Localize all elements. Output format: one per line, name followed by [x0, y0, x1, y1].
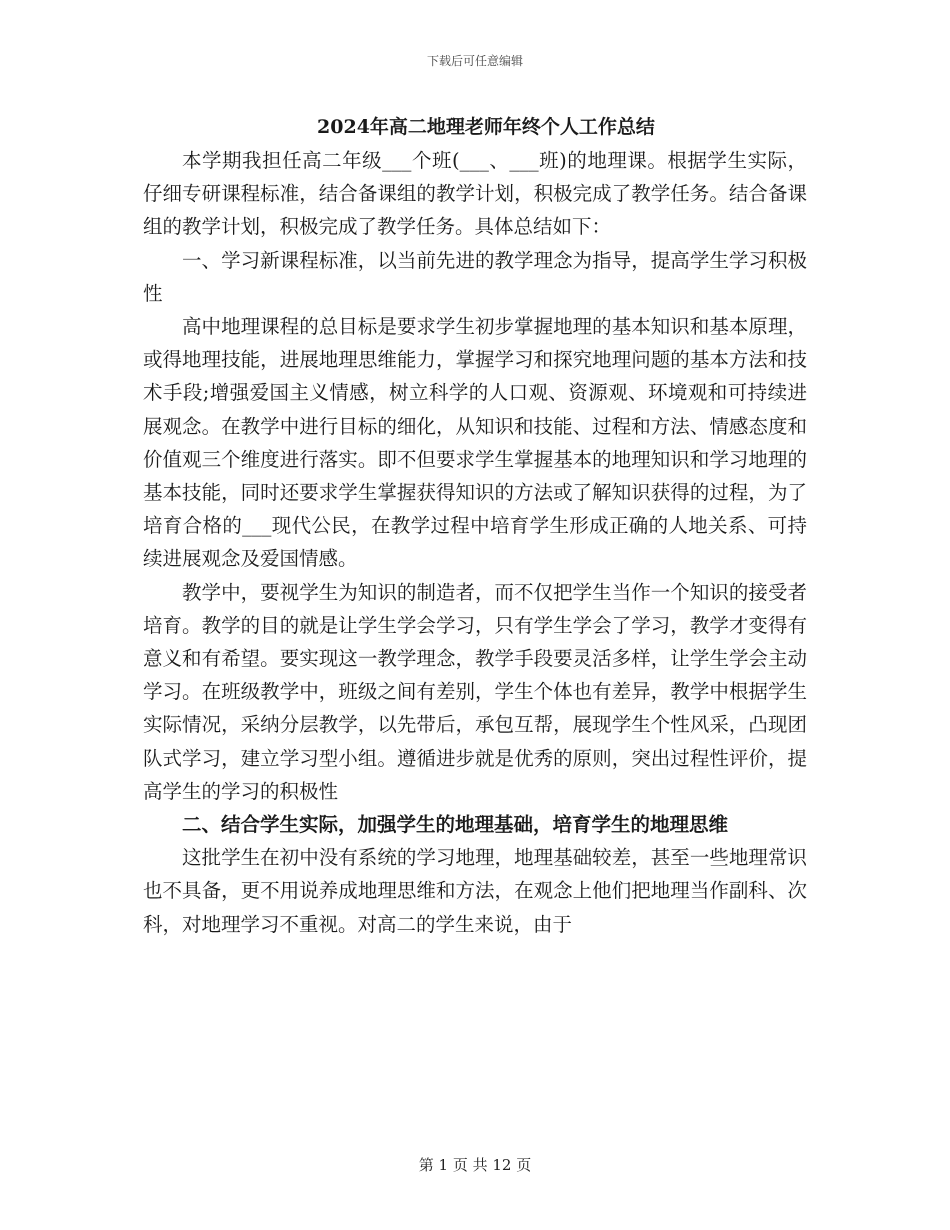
paragraph-curriculum-goals: 高中地理课程的总目标是要求学生初步掌握地理的基本知识和基本原理，或得地理技能，进展地理思维能力，掌握学习和探究地理问题的基本方法和技术手段;增强爱国主义情感，树立科学的人口观、资源观、环境观和可持续进展观念。在教学中进行目标的细化，从知识和技能、过程和方法、情感态度和价值观三个维度进行落实。即不但要求学生掌握基本的地理知识和学习地理的基本技能，同时还要求学生掌握获得知识的方法或了解知识获得的过程，为了培育合格的___现代公民，在教学过程中培育学生形成正确的人地关系、可持续进展观念及爱国情感。 — [143, 315, 807, 571]
page-number: 第 1 页 共 12 页 — [418, 1156, 532, 1174]
paragraph-intro: 本学期我担任高二年级___个班(___、___班)的地理课。根据学生实际，仔细专研课程标准，结合备课组的教学计划，积极完成了教学任务。结合备课组的教学计划，积极完成了教学任务。具体总结如下： — [143, 149, 807, 239]
document-body — [143, 110, 807, 941]
page-header-note: 下载后可任意编辑 — [426, 54, 523, 68]
paragraph-student-background: 这批学生在初中没有系统的学习地理，地理基础较差，甚至一些地理常识也不具备，更不用说养成地理思维和方法，在观念上他们把地理当作副科、次科，对地理学习不重视。对高二的学生来说，由于 — [143, 846, 807, 936]
paragraph-teaching-methods: 教学中，要视学生为知识的制造者，而不仅把学生当作一个知识的接受者培育。教学的目的就是让学生学会学习，只有学生学会了学习，教学才变得有意义和有希望。要实现这一教学理念，教学手段要灵活多样，让学生学会主动学习。在班级教学中，班级之间有差别，学生个体也有差异，教学中根据学生实际情况，采纳分层教学，以先带后，承包互帮，展现学生个性风采，凸现团队式学习，建立学习型小组。遵循进步就是优秀的原则，突出过程性评价，提高学生的学习的积极性 — [143, 580, 807, 803]
section-heading-1: 一、学习新课程标准，以当前先进的教学理念为指导，提高学生学习积极性 — [143, 248, 807, 305]
document-title: 2024年高二地理老师年终个人工作总结 — [317, 116, 655, 138]
section-heading-2: 二、结合学生实际，加强学生的地理基础，培育学生的地理思维 — [182, 813, 729, 837]
